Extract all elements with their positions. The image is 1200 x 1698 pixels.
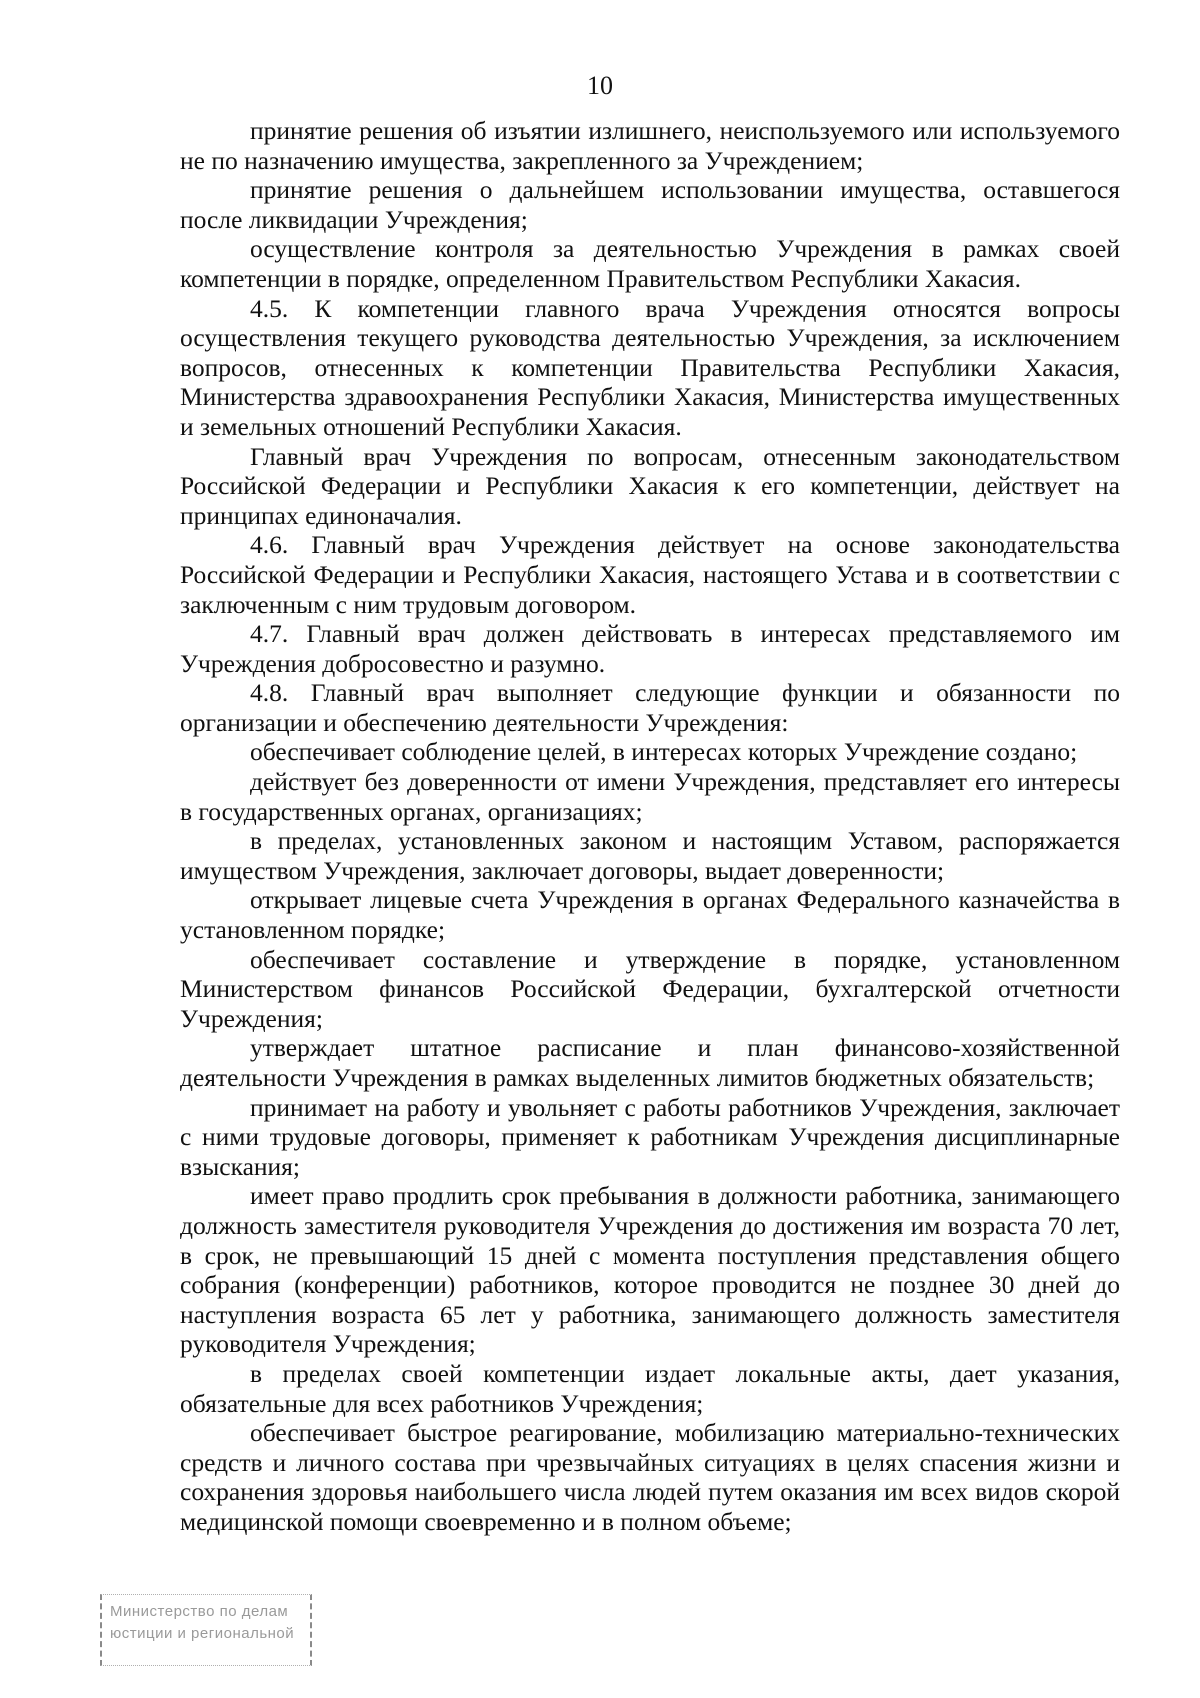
paragraph: открывает лицевые счета Учреждения в органах Федерального казначейства в установленном порядке; <box>180 885 1120 945</box>
paragraph: осуществление контроля за деятельностью Учреждения в рамках своей компетенции в порядке, определенном Правительством Республики Хакасия. <box>180 234 1120 293</box>
paragraph: Главный врач Учреждения по вопросам, отнесенным законодательством Российской Федерации и Республики Хакасия к его компетенции, действует на принципах единоначалия. <box>180 441 1120 530</box>
paragraph: 4.7. Главный врач должен действовать в интересах представляемого им Учреждения добросовестно и разумно. <box>180 619 1120 678</box>
paragraph: 4.8. Главный врач выполняет следующие функции и обязанности по организации и обеспечению деятельности Учреждения: <box>180 678 1120 737</box>
paragraph: 4.6. Главный врач Учреждения действует на основе законодательства Российской Федерации и Республики Хакасия, настоящего Устава и в соответствии с заключенным с ним трудовым договором. <box>180 530 1120 619</box>
document-body <box>180 116 1120 1537</box>
paragraph: действует без доверенности от имени Учреждения, представляет его интересы в государственных органах, организациях; <box>180 767 1120 826</box>
paragraph: имеет право продлить срок пребывания в должности работника, занимающего должность заместителя руководителя Учреждения до достижения им возраста 70 лет, в срок, не превышающий 15 дней с момента поступления представления общего собрания (конференции) работников, которое проводится не позднее 30 дней до наступления возраста 65 лет у работника, занимающего должность заместителя руководителя Учреждения; <box>180 1181 1120 1359</box>
paragraph: утверждает штатное расписание и план финансово-хозяйственной деятельности Учреждения в рамках выделенных лимитов бюджетных обязательств; <box>180 1033 1120 1092</box>
paragraph: обеспечивает соблюдение целей, в интересах которых Учреждение создано; <box>250 737 1078 767</box>
registration-stamp <box>100 1594 312 1666</box>
paragraph: обеспечивает быстрое реагирование, мобилизацию материально-технических средств и личного состава при чрезвычайных ситуациях в целях спасения жизни и сохранения здоровья наибольшего числа людей путем оказания им всех видов скорой медицинской помощи своевременно и в полном объеме; <box>180 1418 1120 1536</box>
stamp-line: Министерство по делам <box>110 1603 289 1620</box>
paragraph: в пределах своей компетенции издает локальные акты, дает указания, обязательные для всех работников Учреждения; <box>180 1358 1120 1418</box>
stamp-line: юстиции и региональной <box>110 1625 295 1642</box>
paragraph: принятие решения о дальнейшем использовании имущества, оставшегося после ликвидации Учреждения; <box>180 175 1120 234</box>
paragraph: в пределах, установленных законом и настоящим Уставом, распоряжается имуществом Учреждения, заключает договоры, выдает доверенности; <box>180 826 1120 885</box>
paragraph: принятие решения об изъятии излишнего, неиспользуемого или используемого не по назначению имущества, закрепленного за Учреждением; <box>180 116 1120 175</box>
paragraph: 4.5. К компетенции главного врача Учреждения относятся вопросы осуществления текущего руководства деятельностью Учреждения, за исключением вопросов, отнесенных к компетенции Правительства Республики Хакасия, Министерства здравоохранения Республики Хакасия, Министерства имущественных и земельных отношений Республики Хакасия. <box>180 293 1120 441</box>
page-number: 10 <box>587 71 613 100</box>
paragraph: принимает на работу и увольняет с работы работников Учреждения, заключает с ними трудовые договоры, применяет к работникам Учреждения дисциплинарные взыскания; <box>180 1092 1120 1181</box>
paragraph: обеспечивает составление и утверждение в порядке, установленном Министерством финансов Российской Федерации, бухгалтерской отчетности Учреждения; <box>180 944 1120 1033</box>
